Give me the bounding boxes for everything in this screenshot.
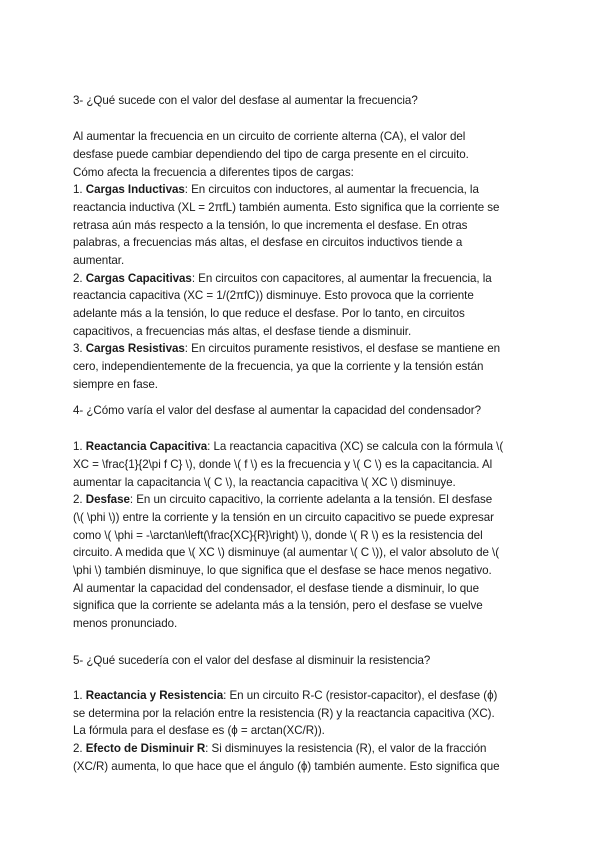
item-title: Reactancia y Resistencia — [85, 689, 224, 702]
q3-item-1-line: retrasa aún más respecto a la tensión, lo que incrementa el desfase. En otras — [73, 219, 468, 232]
q5-item-2-line: (XC/R) aumenta, lo que hace que el ángulo (ϕ) también aumente. Esto significa que — [73, 760, 500, 773]
q3-item-2-line: capacitivos, a frecuencias más altas, el desfase tiende a disminuir. — [73, 325, 412, 338]
q3-item-2-line: adelante más a la tensión, lo que reduce el desfase. Por lo tanto, en circuitos — [73, 307, 465, 320]
item-text: : En circuitos con inductores, al aumentar la frecuencia, la — [184, 183, 479, 196]
item-title: Desfase — [85, 493, 130, 506]
item-number: 1. — [73, 440, 86, 453]
question-3: 3- ¿Qué sucede con el valor del desfase al aumentar la frecuencia? — [73, 94, 418, 107]
q4-item-2-line: menos pronunciado. — [73, 617, 178, 630]
item-text: : En circuitos puramente resistivos, el desfase se mantiene en — [184, 342, 501, 355]
item-title: Cargas Resistivas — [85, 342, 185, 355]
item-text: : En un circuito R-C (resistor-capacitor), el desfase (ϕ) — [223, 689, 498, 702]
item-title: Cargas Capacitivas — [85, 272, 192, 285]
question-5: 5- ¿Qué sucedería con el valor del desfase al disminuir la resistencia? — [73, 654, 431, 667]
q4-item-2-line: circuito. A medida que \( XC \) disminuye (al aumentar \( C \)), el valor absoluto de \( — [73, 546, 500, 559]
q4-item-2 — [73, 491, 492, 509]
q3-item-1-line: palabras, a frecuencias más altas, el desfase en circuitos inductivos tiende a — [73, 236, 463, 249]
q4-item-2-line: significa que la corriente se adelanta más a la tensión, pero el desfase se vuelve — [73, 599, 483, 612]
item-text: : La reactancia capacitiva (XC) se calcula con la fórmula \( — [207, 440, 504, 453]
item-number: 1. — [73, 689, 86, 702]
q3-intro-line: Al aumentar la frecuencia en un circuito de corriente alterna (CA), el valor del — [73, 130, 466, 143]
q4-item-2-line: \phi \) también disminuye, lo que significa que el desfase se hace menos negativo. — [73, 564, 492, 577]
item-title: Reactancia Capacitiva — [85, 440, 208, 453]
item-number: 3. — [73, 342, 86, 355]
item-number: 1. — [73, 183, 86, 196]
q3-item-3-line: siempre en fase. — [73, 378, 158, 391]
q5-item-2 — [73, 740, 486, 758]
q3-item-1 — [73, 181, 479, 199]
q3-item-3 — [73, 340, 500, 358]
q3-item-1-line: aumentar. — [73, 254, 125, 267]
q3-intro-line: Cómo afecta la frecuencia a diferentes tipos de cargas: — [73, 166, 354, 179]
item-text: : En un circuito capacitivo, la corriente adelanta a la tensión. El desfase — [129, 493, 493, 506]
item-title: Efecto de Disminuir R — [85, 742, 206, 755]
q5-item-1-line: La fórmula para el desfase es (ϕ = arctan(XC/R)). — [73, 724, 325, 737]
q4-item-2-line: (\( \phi \)) entre la corriente y la tensión en un circuito capacitivo se puede expresar — [73, 511, 494, 524]
q4-item-1-line: XC = \frac{1}{2\pi f C} \), donde \( f \) es la frecuencia y \( C \) es la capacitancia. Al — [73, 458, 493, 471]
question-4: 4- ¿Cómo varía el valor del desfase al aumentar la capacidad del condensador? — [73, 404, 481, 417]
q4-item-2-line: Al aumentar la capacidad del condensador, el desfase tiende a disminuir, lo que — [73, 582, 479, 595]
q4-item-1-line: aumentar la capacitancia \( C \), la reactancia capacitiva \( XC \) disminuye. — [73, 476, 456, 489]
q3-item-2-line: reactancia capacitiva (XC = 1/(2πfC)) disminuye. Esto provoca que la corriente — [73, 289, 474, 302]
item-number: 2. — [73, 493, 86, 506]
q3-item-3-line: cero, independientemente de la frecuencia, ya que la corriente y la tensión están — [73, 360, 484, 373]
q3-item-1-line: reactancia inductiva (XL = 2πfL) también aumenta. Esto significa que la corriente se — [73, 201, 500, 214]
q5-item-1 — [73, 687, 497, 705]
item-title: Cargas Inductivas — [85, 183, 185, 196]
item-number: 2. — [73, 742, 86, 755]
item-number: 2. — [73, 272, 86, 285]
q3-intro-line: desfase puede cambiar dependiendo del tipo de carga presente en el circuito. — [73, 148, 469, 161]
q3-item-2 — [73, 270, 492, 288]
q4-item-1 — [73, 438, 503, 456]
item-text: : En circuitos con capacitores, al aumentar la frecuencia, la — [191, 272, 492, 285]
q5-item-1-line: se determina por la relación entre la resistencia (R) y la reactancia capacitiva (XC). — [73, 707, 495, 720]
item-text: : Si disminuyes la resistencia (R), el valor de la fracción — [205, 742, 487, 755]
q4-item-2-line: como \( \phi = -\arctan\left(\frac{XC}{R}\right) \), donde \( R \) es la resistencia del — [73, 529, 483, 542]
